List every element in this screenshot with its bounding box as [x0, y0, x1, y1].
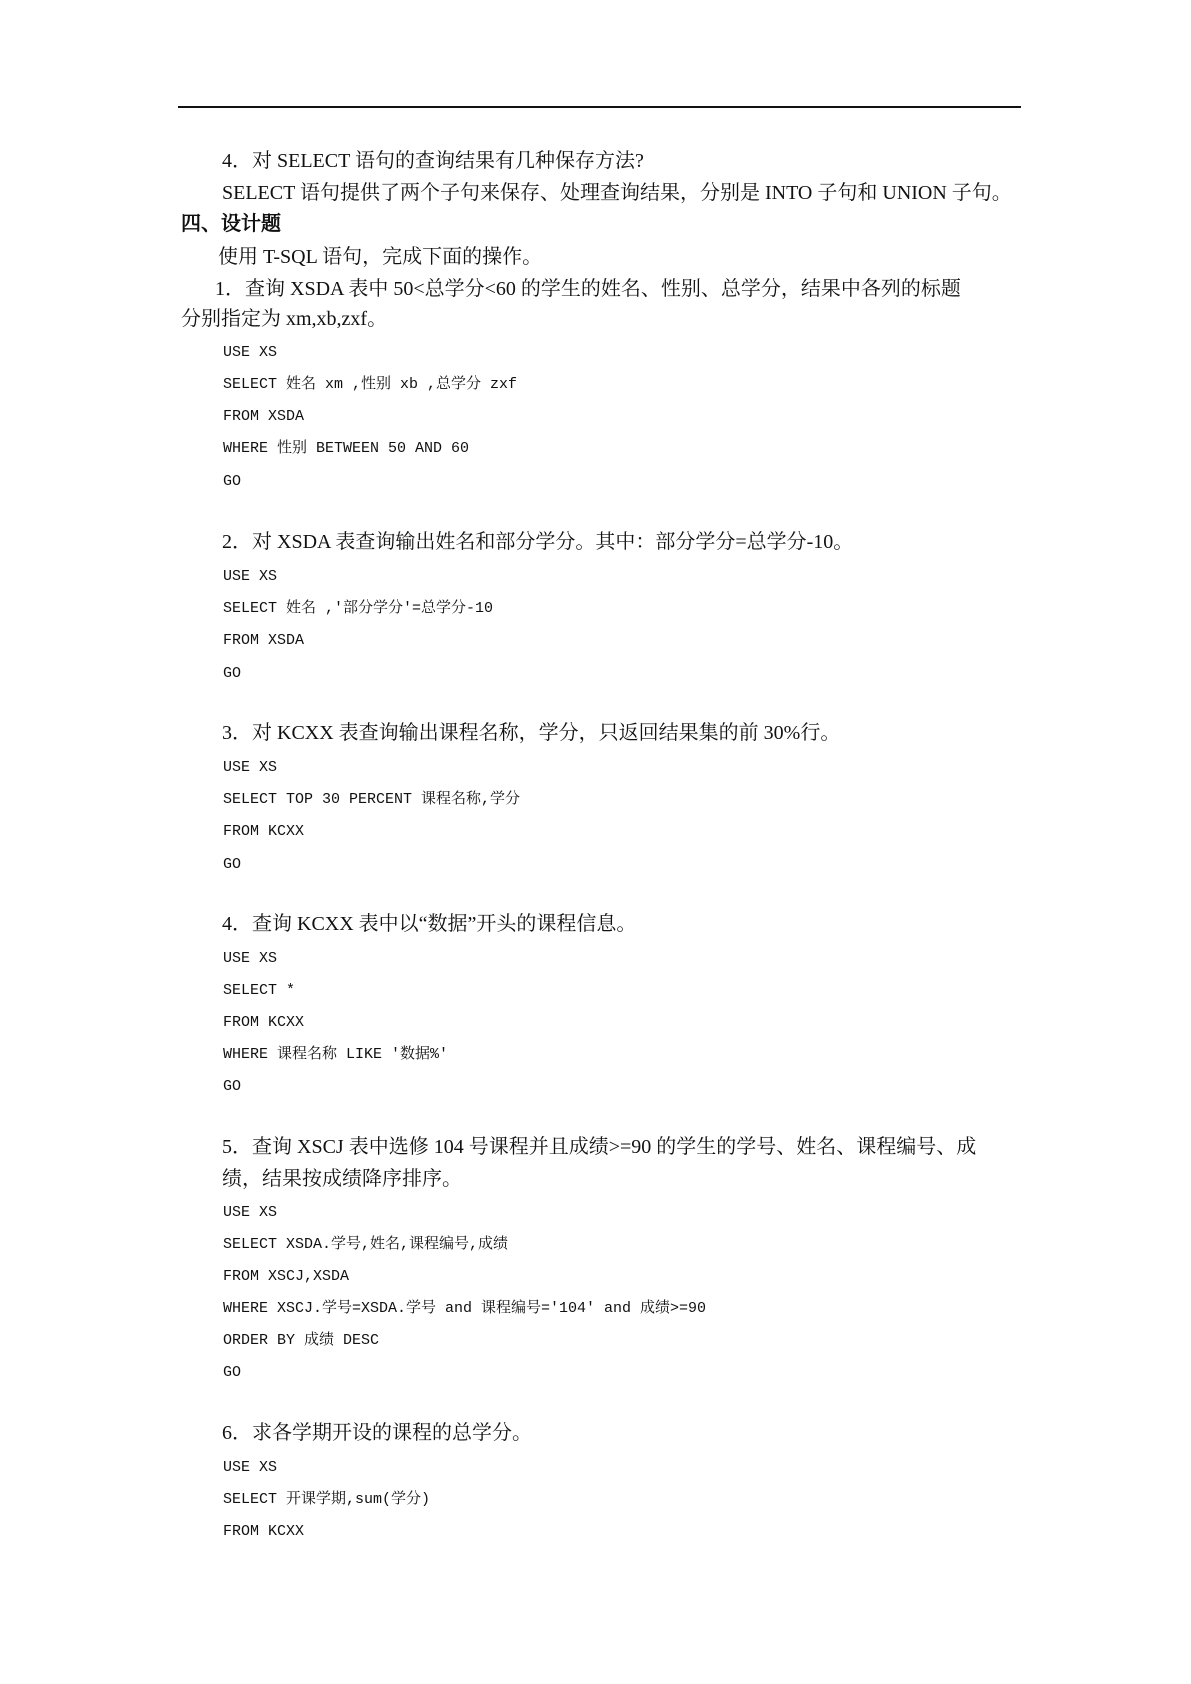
task-2-code-line: USE XS: [223, 568, 278, 585]
task-1-code-line: FROM XSDA: [223, 408, 305, 425]
task-3-code-line: USE XS: [223, 759, 278, 776]
task-4-code-line: USE XS: [223, 950, 278, 967]
task-3-code-line: GO: [223, 856, 242, 873]
task-1-text-line2: 分别指定为 xm,xb,zxf。: [181, 308, 388, 330]
task-1-code-line: USE XS: [223, 344, 278, 361]
task-5-text-line1: 5．查询 XSCJ 表中选修 104 号课程并且成绩>=90 的学生的学号、姓名、课程编号、成: [222, 1136, 977, 1158]
task-1-text-line1: 1．查询 XSDA 表中 50<总学分<60 的学生的姓名、性别、总学分，结果中各列的标题: [215, 278, 961, 300]
task-2-code-line: SELECT 姓名 ,'部分学分'=总学分-10: [223, 600, 494, 617]
task-6-code-line: SELECT 开课学期,sum(学分): [223, 1491, 431, 1508]
task-3-code-line: SELECT TOP 30 PERCENT 课程名称,学分: [223, 791, 521, 808]
section-intro: 使用 T-SQL 语句，完成下面的操作。: [218, 246, 543, 268]
task-1-code-line: SELECT 姓名 xm ,性别 xb ,总学分 zxf: [223, 376, 518, 393]
task-4-code-line: SELECT *: [223, 982, 296, 999]
question-4-answer: SELECT 语句提供了两个子句来保存、处理查询结果，分别是 INTO 子句和 UNION 子句。: [222, 182, 1012, 204]
task-2-code-line: FROM XSDA: [223, 632, 305, 649]
task-1-code-line: WHERE 性别 BETWEEN 50 AND 60: [223, 440, 470, 457]
task-3-code-line: FROM KCXX: [223, 823, 305, 840]
task-2-code-line: GO: [223, 665, 242, 682]
task-5-code-line: WHERE XSCJ.学号=XSDA.学号 and 课程编号='104' and 成绩>=90: [223, 1300, 707, 1317]
question-4-heading: 4．对 SELECT 语句的查询结果有几种保存方法?: [222, 150, 644, 172]
task-5-code-line: USE XS: [223, 1204, 278, 1221]
task-5-code-line: FROM XSCJ,XSDA: [223, 1268, 350, 1285]
task-6-text: 6．求各学期开设的课程的总学分。: [222, 1422, 532, 1444]
task-4-code-line: FROM KCXX: [223, 1014, 305, 1031]
task-4-text: 4．查询 KCXX 表中以“数据”开头的课程信息。: [222, 913, 637, 935]
task-2-text: 2．对 XSDA 表查询输出姓名和部分学分。其中：部分学分=总学分-10。: [222, 531, 854, 553]
section-title: 四、设计题: [181, 213, 281, 235]
task-4-code-line: GO: [223, 1078, 242, 1095]
task-5-code-line: SELECT XSDA.学号,姓名,课程编号,成绩: [223, 1236, 509, 1253]
task-5-code-line: ORDER BY 成绩 DESC: [223, 1332, 380, 1349]
task-3-text: 3．对 KCXX 表查询输出课程名称，学分，只返回结果集的前 30%行。: [222, 722, 841, 744]
task-5-text-line2: 绩，结果按成绩降序排序。: [222, 1168, 462, 1190]
header-rule: [178, 106, 1021, 108]
task-6-code-line: FROM KCXX: [223, 1523, 305, 1540]
task-6-code-line: USE XS: [223, 1459, 278, 1476]
task-1-code-line: GO: [223, 473, 242, 490]
task-4-code-line: WHERE 课程名称 LIKE '数据%': [223, 1046, 449, 1063]
task-5-code-line: GO: [223, 1364, 242, 1381]
